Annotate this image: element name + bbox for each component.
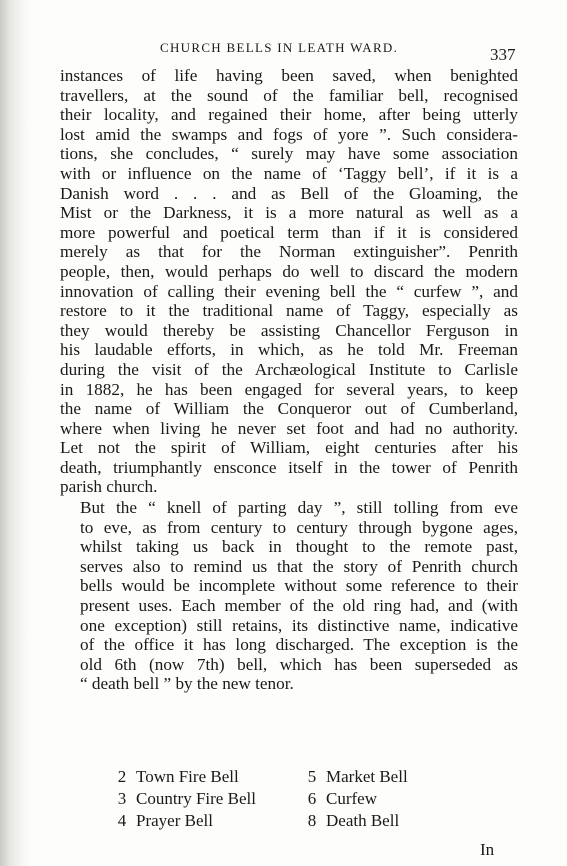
bell-name: Country Fire Bell [136, 789, 256, 808]
text-line: old 6th (now 7th) bell, which has been superseded as [80, 654, 518, 674]
text-line: serves also to remind us that the story of Penrith church [80, 556, 518, 576]
bell-name: Market Bell [326, 767, 408, 786]
bells-row [108, 788, 448, 810]
paragraph-1 [60, 66, 518, 497]
page-header [0, 40, 567, 64]
text-line: Danish word . . . and as Bell of the Gloaming, the [60, 183, 518, 203]
text-line: in 1882, he has been engaged for several years, to keep [60, 379, 518, 399]
text-line: during the visit of the Archæological Institute to Carlisle [60, 359, 518, 379]
bell-entry [108, 788, 298, 810]
text-line: people, then, would perhaps do well to discard the modern [60, 261, 518, 281]
text-line: the name of William the Conqueror out of Cumberland, [60, 399, 518, 419]
bell-name: Town Fire Bell [136, 767, 239, 786]
running-head: CHURCH BELLS IN LEATH WARD. [160, 40, 399, 55]
text-line: restore to it the traditional name of Taggy, especially as [60, 301, 518, 321]
text-line: But the “ knell of parting day ”, still tolling from eve [80, 498, 518, 518]
body-text [60, 66, 518, 694]
bell-entry [298, 810, 448, 832]
text-line: with or influence on the name of ‘Taggy bell’, if it is a [60, 163, 518, 183]
bell-name: Death Bell [326, 811, 400, 830]
text-line: of the office it has long discharged. The exception is the [80, 635, 518, 655]
text-line: where when living he never set foot and had no authority. [60, 418, 518, 438]
text-line: tions, she concludes, “ surely may have some association [60, 144, 518, 164]
page-number: 337 [490, 45, 516, 64]
text-line: Let not the spirit of William, eight centuries after his [60, 438, 518, 458]
page-gutter-shadow [0, 0, 30, 866]
bell-entry [108, 810, 298, 832]
bell-entry [298, 788, 448, 810]
text-line: travellers, at the sound of the familiar bell, recognised [60, 85, 518, 105]
text-line: lost amid the swamps and fogs of yore ”. Such considera- [60, 124, 518, 144]
bells-row [108, 810, 448, 832]
bell-name: Prayer Bell [136, 811, 213, 830]
text-line: their locality, and regained their home, after being utterly [60, 105, 518, 125]
text-line: death, triumphantly ensconce itself in the tower of Penrith [60, 457, 518, 477]
bell-number: 4 [117, 811, 127, 830]
text-line: one exception) still retains, its distinctive name, indicative [80, 615, 518, 635]
text-line: innovation of calling their evening bell the “ curfew ”, and [60, 281, 518, 301]
bell-number: 3 [117, 789, 127, 808]
text-line: whilst taking us back in thought to the remote past, [80, 537, 518, 557]
bell-entry [298, 766, 448, 788]
bell-number: 8 [307, 811, 317, 830]
catchword: In [480, 840, 495, 859]
paragraph-2 [60, 498, 518, 694]
text-line: merely as that for the Norman extinguisher”. Penrith [60, 242, 518, 262]
text-line: present uses. Each member of the old ring had, and (with [80, 596, 518, 616]
text-line: to eve, as from century to century through bygone ages, [80, 517, 518, 537]
text-line: bells would be incomplete without some reference to their [80, 576, 518, 596]
text-line: more powerful and poetical term than if it is considered [60, 222, 518, 242]
text-line: parish church. [60, 477, 158, 497]
bell-entry [108, 766, 298, 788]
text-line: instances of life having been saved, when benighted [60, 66, 518, 85]
bells-list [108, 766, 448, 832]
bell-number: 2 [117, 767, 127, 786]
bells-row [108, 766, 448, 788]
text-line: Mist or the Darkness, it is a more natural as well as a [60, 203, 518, 223]
text-line: “ death bell ” by the new tenor. [80, 674, 294, 694]
text-line: his laudable efforts, in which, as he told Mr. Freeman [60, 340, 518, 360]
text-line: they would thereby be assisting Chancellor Ferguson in [60, 320, 518, 340]
bell-number: 5 [307, 767, 317, 786]
bell-name: Curfew [326, 789, 377, 808]
bell-number: 6 [307, 789, 317, 808]
